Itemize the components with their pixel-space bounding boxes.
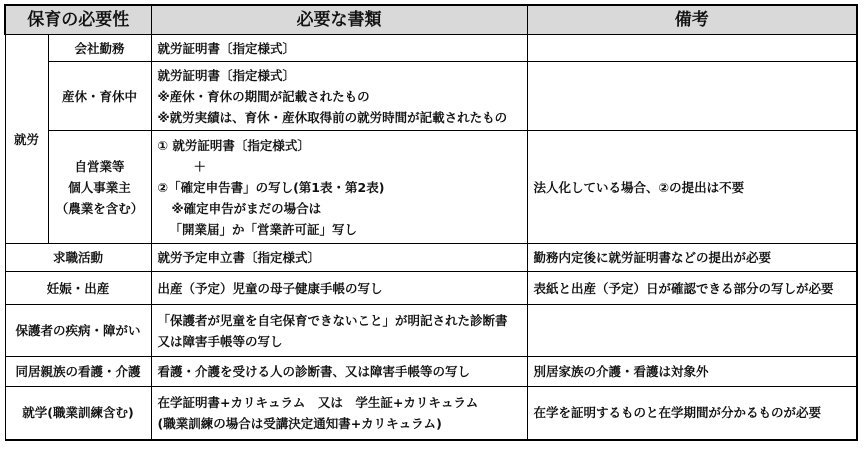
company-label: 会社勤務	[48, 35, 151, 62]
header-documents: 必要な書類	[151, 5, 527, 35]
self-doc	[151, 131, 527, 244]
table-row	[5, 131, 857, 244]
self-label-line: 個人事業主	[68, 179, 131, 195]
illness-label: 保護者の疾病・障がい	[5, 305, 151, 357]
illness-doc	[151, 305, 527, 357]
table-row	[5, 387, 857, 440]
maternity-doc-line: ※就労実績は、育休・産休取得前の就労時間が記載されたもの	[157, 109, 508, 125]
table-row	[5, 35, 857, 62]
self-doc-line: 「開業届」か「営業許可証」写し	[169, 221, 358, 237]
table-row	[5, 62, 857, 131]
table-row	[5, 357, 857, 387]
illness-doc-line: 又は障害手帳等の写し	[157, 333, 283, 349]
school-doc-line: 在学証明書+カリキュラム 又は 学生証+カリキュラム	[157, 394, 479, 410]
self-doc-line: ※確定申告がまだの場合は	[171, 200, 322, 216]
table-row	[5, 244, 857, 272]
self-label-line: 自営業等	[74, 158, 125, 174]
school-note: 在学を証明するものと在学期間が分かるものが必要	[527, 387, 857, 440]
job-label: 求職活動	[5, 244, 151, 272]
job-note: 勤務内定後に就労証明書などの提出が必要	[527, 244, 857, 272]
pregnancy-label: 妊娠・出産	[5, 272, 151, 305]
maternity-note	[527, 62, 857, 131]
maternity-label: 産休・育休中	[48, 62, 151, 131]
pregnancy-note: 表紙と出産（予定）日が確認できる部分の写しが必要	[527, 272, 857, 305]
table-row	[5, 272, 857, 305]
maternity-doc	[151, 62, 527, 131]
illness-note	[527, 305, 857, 357]
self-label	[48, 131, 151, 244]
school-doc	[151, 387, 527, 440]
self-doc-line: ① 就労証明書〔指定様式〕	[157, 137, 310, 153]
maternity-doc-line: 就労証明書〔指定様式〕	[157, 67, 296, 83]
care-doc: 看護・介護を受ける人の診断書、又は障害手帳等の写し	[151, 357, 527, 387]
self-doc-line: ②「確定申告書」の写し(第1表・第2表)	[157, 179, 385, 195]
header-notes: 備考	[527, 5, 857, 35]
company-doc: 就労証明書〔指定様式〕	[151, 35, 527, 62]
company-note	[527, 35, 857, 62]
illness-doc-line: 「保護者が児童を自宅保育できないこと」が明記された診断書	[157, 312, 508, 328]
school-doc-line: (職業訓練の場合は受講決定通知書+カリキュラム)	[157, 415, 442, 431]
care-label: 同居親族の看護・介護	[5, 357, 151, 387]
pregnancy-doc: 出産（予定）児童の母子健康手帳の写し	[151, 272, 527, 305]
care-note: 別居家族の介護・看護は対象外	[527, 357, 857, 387]
plus-sign: ＋	[193, 158, 207, 174]
work-label: 就労	[5, 35, 48, 244]
self-label-line: （農業を含む）	[55, 200, 144, 216]
maternity-doc-line: ※産休・育休の期間が記載されたもの	[157, 88, 370, 104]
table-row	[5, 305, 857, 357]
school-label: 就学(職業訓練含む)	[5, 387, 151, 440]
self-note: 法人化している場合、②の提出は不要	[527, 131, 857, 244]
job-doc: 就労予定申立書〔指定様式〕	[151, 244, 527, 272]
requirements-table	[4, 4, 858, 441]
header-necessity: 保育の必要性	[5, 5, 151, 35]
header-row	[5, 5, 857, 35]
